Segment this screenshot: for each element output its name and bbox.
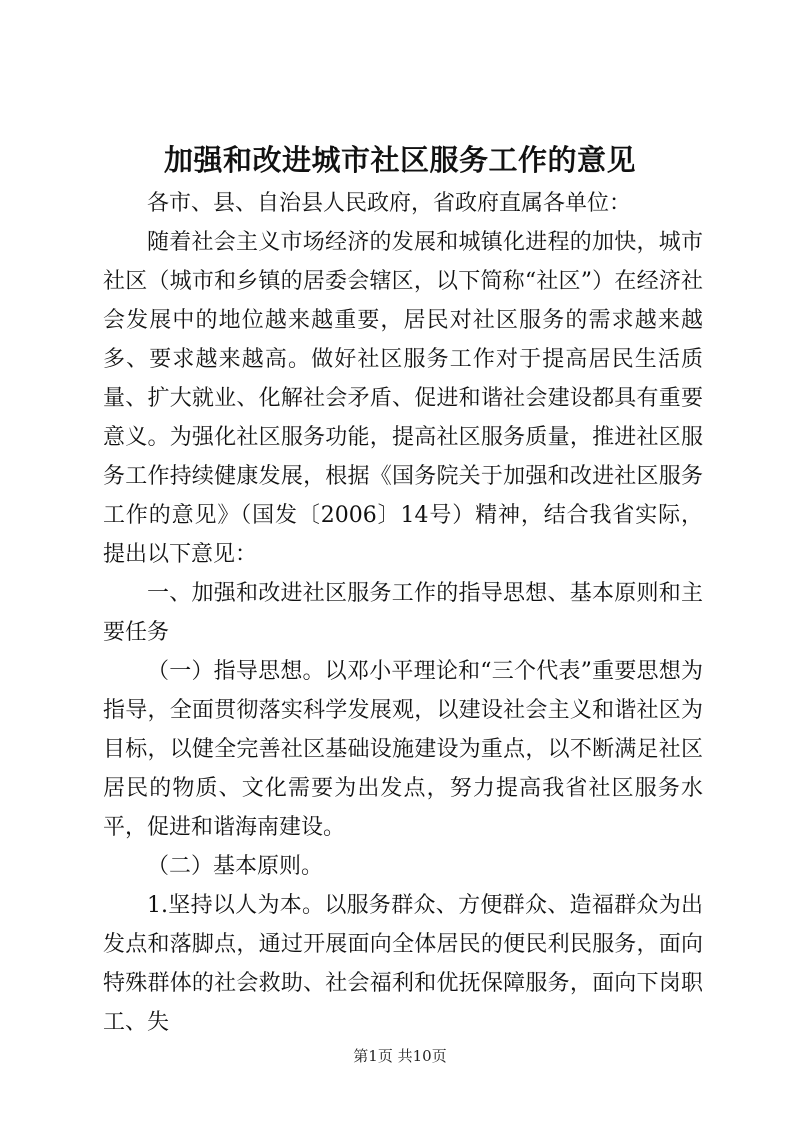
section-heading-1: 一、加强和改进社区服务工作的指导思想、基本原则和主要任务 (103, 581, 703, 645)
basic-principles-heading: （二）基本原则。 (147, 854, 324, 879)
intro-paragraph: 随着社会主义市场经济的发展和城镇化进程的加快，城市社区（城市和乡镇的居委会辖区，以下简称“社区”）在经济社会发展中的地位越来越重要，居民对社区服务的需求越来越多、要求越来越高。做好社区服务工作对于提高居民生活质量、扩大就业、化解社会矛盾、促进和谐社会建设都具有重要意义。为强化社区服务功能，提高社区服务质量，推进社区服务工作持续健康发展，根据《国务院关于加强和改进社区服务工作的意见》（国发〔2006〕14号）精神，结合我省实际，提出以下意见： (103, 230, 703, 567)
document-body (103, 184, 703, 1042)
document-title: 加强和改进城市社区服务工作的意见 (163, 143, 636, 177)
page-number-footer: 第1页 共10页 (353, 1047, 447, 1065)
salutation-paragraph: 各市、县、自治县人民政府，省政府直属各单位： (147, 191, 632, 216)
guiding-ideology-paragraph: （一）指导思想。以邓小平理论和“三个代表”重要思想为指导，全面贯彻落实科学发展观，以建设社会主义和谐社区为目标，以健全完善社区基础设施建设为重点，以不断满足社区居民的物质、文化需要为出发点，努力提高我省社区服务水平，促进和谐海南建设。 (103, 659, 703, 840)
principle-1-paragraph: 1.坚持以人为本。以服务群众、方便群众、造福群众为出发点和落脚点，通过开展面向全体居民的便民利民服务，面向特殊群体的社会救助、社会福利和优抚保障服务，面向下岗职工、失 (103, 893, 703, 1035)
